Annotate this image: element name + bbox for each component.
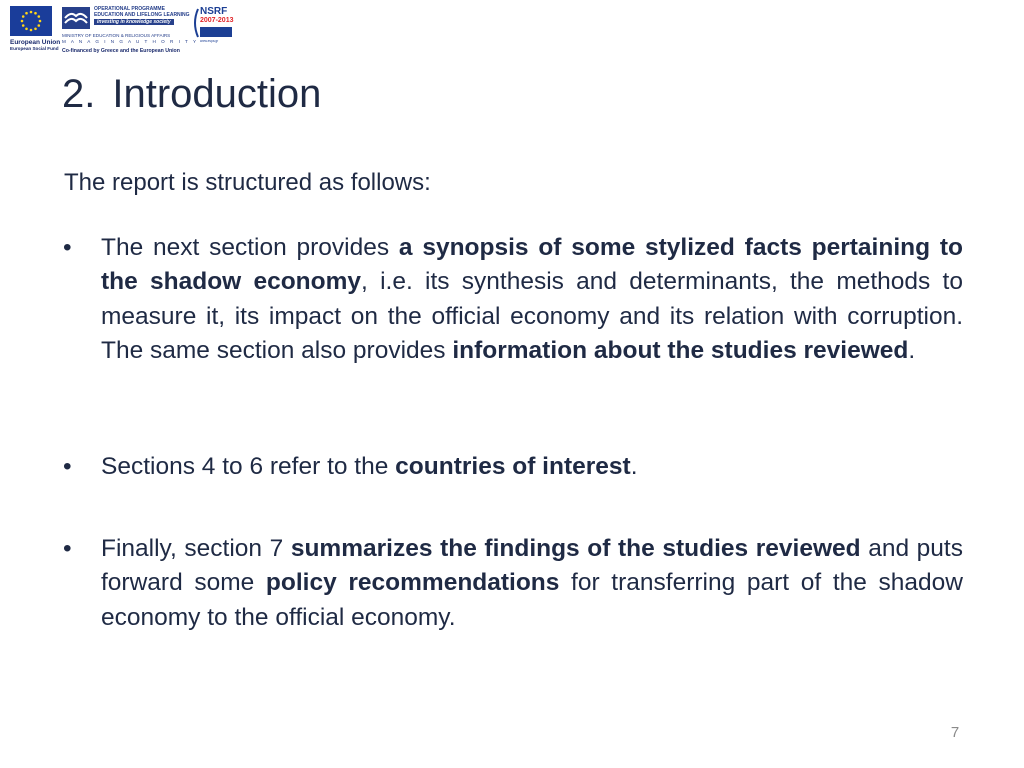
nsrf-bar (200, 27, 232, 37)
bullet-item-1 (101, 231, 963, 368)
sponsor-logos (6, 4, 234, 60)
nsrf-link: www.espa.gr (200, 39, 219, 43)
bullet-2-text-2: . (630, 453, 638, 480)
bullet-3-text-3: for transferring part of the shadow economy to the official economy. (101, 569, 963, 631)
page-number: 7 (950, 724, 960, 741)
page-title (62, 72, 321, 117)
section-title: Introduction (112, 72, 322, 116)
bullet-1-text-2: , i.e. its synthesis and determinants, the methods to measure it, its impact on the official economy and its relation with corruption. The same section also provides (101, 268, 963, 364)
bullet-3-text-2: and puts forward some (101, 535, 963, 597)
nsrf-years: 2007-2013 (200, 17, 234, 24)
nsrf-logo (192, 6, 232, 48)
bullet-3-text: Finally, section 7 (101, 535, 291, 562)
bullet-3-emphasis: summarizes the findings of the studies reviewed (290, 535, 861, 562)
bullet-item-3 (101, 532, 963, 635)
intro-text: The report is structured as follows: (64, 169, 431, 196)
bullet-3-emphasis-2: policy recommendations (265, 569, 560, 597)
op-ministry (62, 33, 198, 45)
bullet-1-text-3: . (908, 336, 916, 364)
bullet-1-emphasis: a synopsis of some stylized facts pertaining to the shadow economy (101, 234, 963, 296)
ministry-line-2: M A N A G I N G A U T H O R I T Y (62, 39, 199, 44)
eu-flag-icon (10, 6, 52, 36)
bullet-1-text: The next section provides (101, 234, 399, 261)
eu-logo-subtitle: European Social Fund (10, 46, 59, 51)
op-line-2: EDUCATION AND LIFELONG LEARNING (94, 12, 190, 18)
op-tagline: investing in knowledge society (94, 19, 174, 25)
section-number: 2. (62, 72, 96, 116)
bullet-1-emphasis-2: information about the studies reviewed (452, 336, 909, 364)
bullet-2-text: Sections 4 to 6 refer to the (101, 453, 396, 480)
nsrf-swoosh-icon (192, 8, 200, 38)
ministry-line-1: MINISTRY OF EDUCATION & RELIGIOUS AFFAIRS (62, 33, 171, 38)
bullet-item-2 (101, 450, 963, 484)
book-icon (62, 7, 90, 29)
eu-logo-title: European Union (10, 39, 61, 46)
cofinanced-note: Co-financed by Greece and the European Union (62, 48, 180, 54)
op-logo-text (94, 6, 190, 25)
eu-logo (10, 6, 61, 56)
op-line-1: OPERATIONAL PROGRAMME (94, 6, 165, 12)
nsrf-title: NSRF (200, 6, 228, 17)
bullet-2-emphasis: countries of interest (395, 453, 631, 480)
